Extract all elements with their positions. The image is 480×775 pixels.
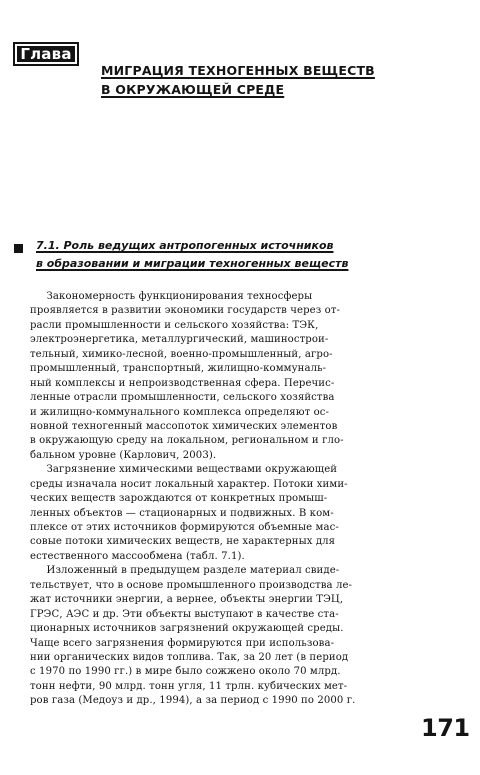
body-line: электроэнергетика, металлургический, машинострои- [30,334,329,346]
page-number: 171 [421,714,470,742]
body-line: новной техногенный массопоток химических элементов [30,420,338,432]
body-line: Загрязнение химическими веществами окружающей [30,464,338,476]
body-line: Закономерность функционирования техносферы [30,291,313,302]
body-line: жат источники энергии, а вернее, объекты энергии ТЭЦ, [30,594,344,606]
body-line: естественного массообмена (табл. 7.1). [30,550,245,562]
body-line: в окружающую среду на локальном, региональном и гло- [30,435,344,447]
body-line: бальном уровне (Карлович, 2003). [30,449,217,461]
body-line: расли промышленности и сельского хозяйства: ТЭК, [30,319,319,331]
body-line: ционарных источников загрязнений окружающей среды. [30,623,344,635]
body-line: проявляется в развитии экономики государств через от- [30,305,341,317]
body-text [30,290,417,709]
body-line: промышленный, транспортный, жилищно-коммуналь- [30,363,327,375]
section-title-line: в образовании и миграции техногенных веществ [36,257,349,270]
body-line: совые потоки химических веществ, не характерных для [30,536,336,548]
body-line: ленных объектов — стационарных и подвижных. В ком- [30,507,334,519]
chapter-title-line: В ОКРУЖАЮЩЕЙ СРЕДЕ [101,82,285,97]
section-bullet-icon [14,244,23,253]
chapter-title-line: МИГРАЦИЯ ТЕХНОГЕННЫХ ВЕЩЕСТВ [101,63,375,78]
body-line: нии органических видов топлива. Так, за 20 лет (в период [30,651,349,663]
body-line: и жилищно-коммунального комплекса определяют ос- [30,406,330,418]
body-line: ленные отрасли промышленности, сельского хозяйства [30,392,335,404]
body-line: тельный, химико-лесной, военно-промышленный, агро- [30,348,333,360]
section-title-line: 7.1. Роль ведущих антропогенных источников [36,239,334,252]
section-title [36,237,426,273]
body-line: плексе от этих источников формируются объемные мас- [30,522,339,533]
body-line: тельствует, что в основе промышленного производства ле- [30,579,353,591]
body-line: ный комплексы и непроизводственная сфера. Перечис- [30,377,335,389]
body-line: ГРЭС, АЭС и др. Эти объекты выступают в качестве ста- [30,608,339,620]
body-line: Чаще всего загрязнения формируются при использова- [30,637,335,649]
chapter-title [101,61,431,99]
body-line: ческих веществ зарождаются от конкретных промыш- [30,493,328,505]
body-line: Изложенный в предыдущем разделе материал свиде- [30,565,340,577]
body-line: среды изначала носит локальный характер. Потоки хими- [30,478,348,490]
body-line: ров газа (Медоуз и др., 1994), а за период с 1990 по 2000 г. [30,695,356,707]
body-line: с 1970 по 1990 гг.) в мире было сожжено около 70 млрд. [30,666,341,678]
chapter-label: Глава 7 [13,42,79,66]
body-line: тонн нефти, 90 млрд. тонн угля, 11 трлн. кубических мет- [30,680,348,692]
